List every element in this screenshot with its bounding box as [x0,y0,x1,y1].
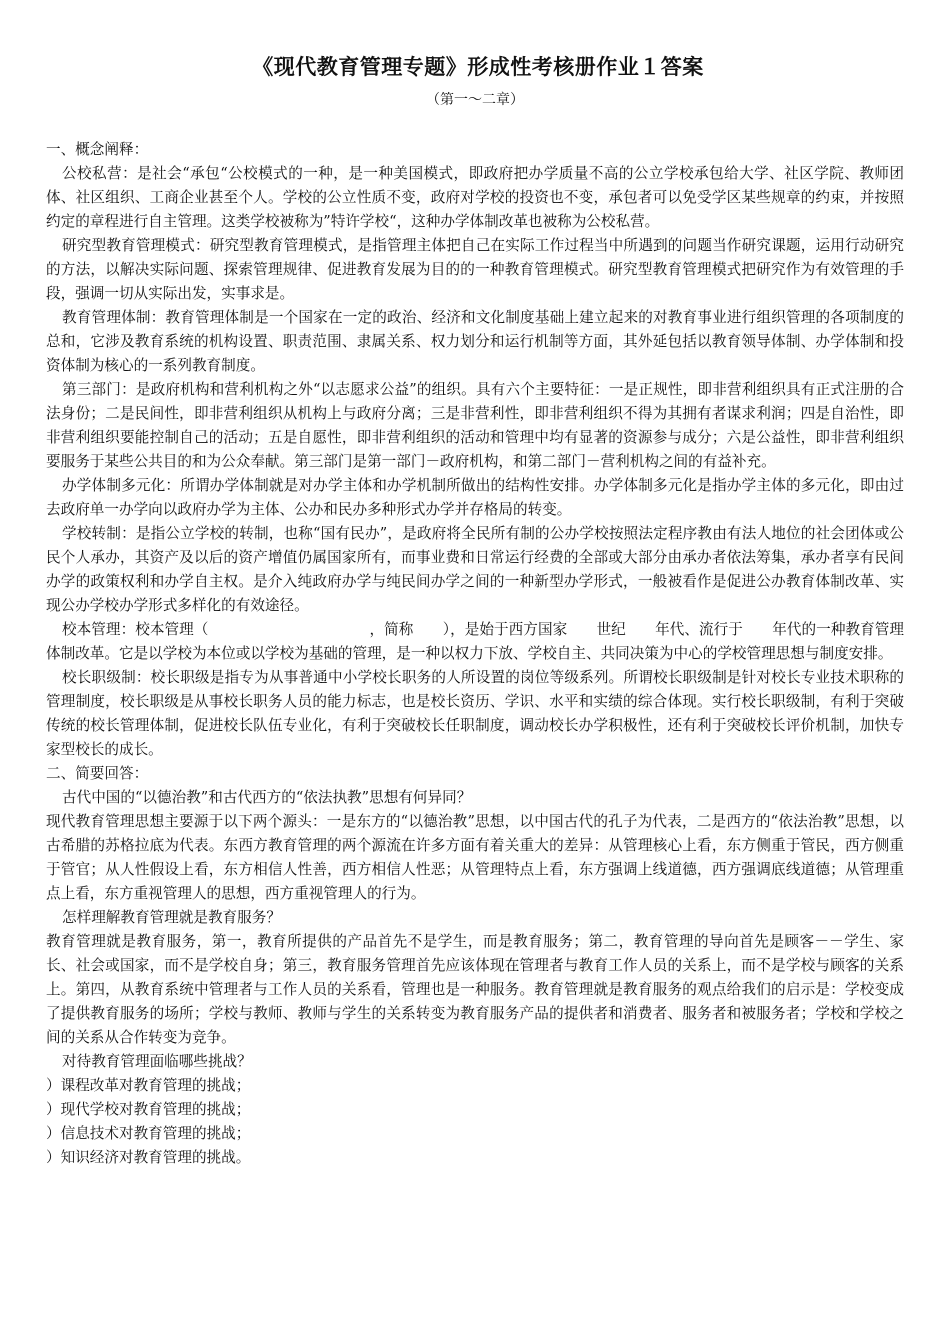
paragraph-education-management-system: 教育管理体制：教育管理体制是一个国家在一定的政治、经济和文化制度基础上建立起来的对教育事业进行组织管理的各项制度的总和，它涉及教育系统的机构设置、职责范围、隶属关系、权力划分和运行机制等方面，其外延包括以教育领导体制、办学体制和投资体制为核心的一系列教育制度。 [46,309,904,374]
question-1: 古代中国的“以德治教”和古代西方的“依法执教”思想有何异同？ [62,789,472,806]
paragraph-public-school-private-management: 公校私营：是社会“承包“公校模式的一种，是一种美国模式，即政府把办学质量不高的公立学校承包给大学、社区学院、教师团体、社区组织、工商企业甚至个人。学校的公立性质不变，政府对学校的投资也不变，承包者可以免受学区某些规章的约束，并按照约定的章程进行自主管理。这类学校被称为”特许学校“，这种办学体制改革也被称为公校私营。 [46,165,904,230]
challenge-list-item: ）信息技术对教育管理的挑战； [46,1125,251,1142]
answer-2: 教育管理就是教育服务，第一，教育所提供的产品首先不是学生，而是教育服务；第二，教育管理的导向首先是顾客－－学生、家长、社会或国家，而不是学校自身；第三，教育服务管理首先应该体现在管理者与教育工作人员的关系上，而不是学校与顾客的关系上。第四，从教育系统中管理者与工作人员的关系看，管理也是一种服务。教育管理就是教育服务的观点给我们的启示是：学校变成了提供教育服务的场所；学校与教师、教师与学生的关系转变为教育服务产品的提供者和消费者、服务者和被服务者；学校和学校之间的关系从合作转变为竞争。 [46,933,904,1046]
paragraph-school-system-diversification: 办学体制多元化：所谓办学体制就是对办学主体和办学机制所做出的结构性安排。办学体制多元化是指办学主体的多元化，即由过去政府单一办学向以政府办学为主体、公办和民办多种形式办学并存格局的转变。 [46,477,904,518]
challenge-list-item: ）知识经济对教育管理的挑战。 [46,1149,251,1166]
question-2: 怎样理解教育管理就是教育服务？ [62,909,281,926]
challenge-list-item: ）课程改革对教育管理的挑战； [46,1077,251,1094]
paragraph-school-based-management: 校本管理：校本管理（ ，简称 ），是始于西方国家 世纪 年代、流行于 年代的一种教育管理体制改革。它是以学校为本位或以学校为基础的管理，是一种以权力下放、学校自主、共同决策为中心的学校管理思想与制度安排。 [46,621,904,662]
section-heading-concepts: 一、概念阐释： [46,141,149,158]
paragraph-principal-rank-system: 校长职级制：校长职级是指专为从事普通中小学校长职务的人所设置的岗位等级系列。所谓校长职级制是针对校长专业技术职称的管理制度，校长职级是从事校长职务人员的能力标志，也是校长资历、学识、水平和实绩的综合体现。实行校长职级制，有利于突破传统的校长管理体制，促进校长队伍专业化，有利于突破校长任职制度，调动校长办学积极性，还有利于突破校长评价机制，加快专家型校长的成长。 [46,669,904,758]
challenge-list-item: ）现代学校对教育管理的挑战； [46,1101,251,1118]
paragraph-research-management-mode: 研究型教育管理模式：研究型教育管理模式，是指管理主体把自己在实际工作过程当中所遇到的问题当作研究课题，运用行动研究的方法，以解决实际问题、探索管理规律、促进教育发展为目的的一种教育管理模式。研究型教育管理模式把研究作为有效管理的手段，强调一切从实际出发，实事求是。 [46,237,904,302]
section-heading-short-answers: 二、简要回答： [46,765,149,782]
document-body [46,138,904,1170]
document-subtitle: （第一～二章） [426,92,524,108]
paragraph-third-sector: 第三部门：是政府机构和营利机构之外“以志愿求公益”的组织。具有六个主要特征：一是正规性，即非营利组织具有正式注册的合法身份；二是民间性，即非营利组织从机构上与政府分离；三是非营利性，即非营利组织不得为其拥有者谋求利润；四是自治性，即非营利组织要能控制自己的活动；五是自愿性，即非营利组织的活动和管理中均有显著的资源参与成分；六是公益性，即非营利组织要服务于某些公共目的和为公众奉献。第三部门是第一部门－政府机构，和第二部门－营利机构之间的有益补充。 [46,381,904,470]
paragraph-school-transformation: 学校转制：是指公立学校的转制，也称“国有民办”，是政府将全民所有制的公办学校按照法定程序教由有法人地位的社会团体或公民个人承办，其资产及以后的资产增值仍属国家所有，而事业费和日常运行经费的全部或大部分由承办者依法筹集，承办者享有民间办学的政策权利和办学自主权。是介入纯政府办学与纯民间办学之间的一种新型办学形式，一般被看作是促进公办教育体制改革、实现公办学校办学形式多样化的有效途径。 [46,525,904,614]
question-3: 对待教育管理面临哪些挑战？ [62,1053,252,1070]
document-title: 《现代教育管理专题》形成性考核册作业１答案 [252,54,704,79]
answer-1: 现代教育管理思想主要源于以下两个源头：一是东方的“以德治教”思想，以中国古代的孔子为代表，二是西方的“依法治教”思想，以古希腊的苏格拉底为代表。东西方教育管理的两个源流在许多方面有着关重大的差异：从管理核心上看，东方侧重于管民，西方侧重于管官；从人性假设上看，东方相信人性善，西方相信人性恶；从管理特点上看，东方强调上线道德，西方强调底线道德；从管理重点上看，东方重视管理人的思想，西方重视管理人的行为。 [46,813,904,902]
